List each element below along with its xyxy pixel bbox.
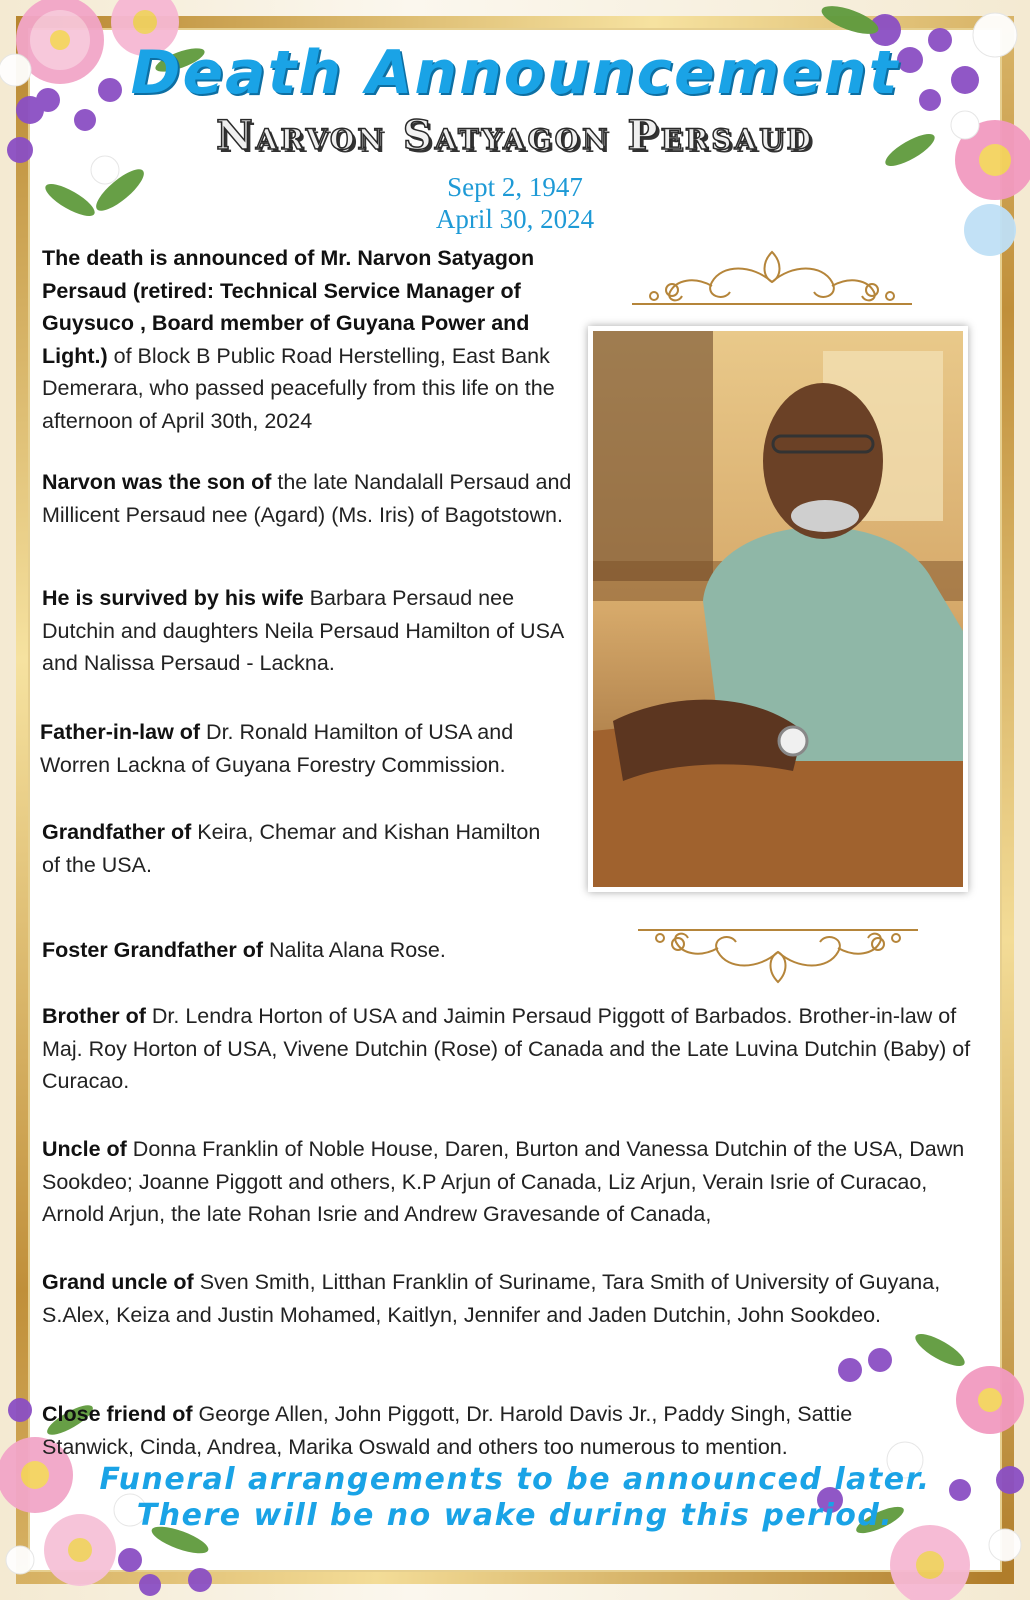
paragraph-lead: He is survived by his wife xyxy=(42,586,304,610)
paragraph-text: Dr. Lendra Horton of USA and Jaimin Persaud Piggott of Barbados. Brother-in-law of Maj. Roy Horton of USA, Vivene Dutchin (Rose) of Canada and the Late Luvina Dutchin (Baby) of Curacao. xyxy=(42,1004,971,1093)
bottom-ornament xyxy=(638,924,918,988)
paragraph-text: Sven Smith, Litthan Franklin of Suriname, Tara Smith of University of Guyana, S.Alex, Keiza and Justin Mohamed, Kaitlyn, Jennifer and Jaden Dutchin, John Sookdeo. xyxy=(42,1270,941,1327)
paragraph-uncle xyxy=(42,1133,972,1231)
death-date: April 30, 2024 xyxy=(435,204,595,234)
paragraph-text: Nalita Alana Rose. xyxy=(263,938,446,962)
paragraph-father-in-law xyxy=(40,716,570,781)
portrait-photo xyxy=(588,326,968,892)
paragraph-lead: Narvon was the son of xyxy=(42,470,272,494)
paragraph-text: Dr. Ronald Hamilton of USA and Worren Lackna of Guyana Forestry Commission. xyxy=(40,720,514,777)
paragraph-survived-by xyxy=(42,582,572,680)
paragraph-text: Keira, Chemar and Kishan Hamilton of the USA. xyxy=(42,820,541,877)
top-ornament xyxy=(632,246,912,310)
funeral-notice: Funeral arrangements to be announced later. xyxy=(99,1462,931,1497)
paragraph-text: Barbara Persaud nee Dutchin and daughters Neila Persaud Hamilton of USA and Nalissa Persaud - Lackna. xyxy=(42,586,564,675)
paragraph-announcement xyxy=(42,242,582,437)
paragraph-lead: Grand uncle of xyxy=(42,1270,194,1294)
paragraph-close-friend xyxy=(42,1398,922,1463)
paragraph-lead: Foster Grandfather of xyxy=(42,938,263,962)
paragraph-parents xyxy=(42,466,572,531)
announcement-title: Death Announcement xyxy=(130,38,900,108)
life-dates xyxy=(0,171,1030,235)
paragraph-text: the late Nandalall Persaud and Millicent Persaud nee (Agard) (Ms. Iris) of Bagotstown. xyxy=(42,470,572,527)
paragraph-lead: Brother of xyxy=(42,1004,146,1028)
paragraph-grand-uncle xyxy=(42,1266,952,1331)
paragraph-lead: Close friend of xyxy=(42,1402,193,1426)
paragraph-text: Donna Franklin of Noble House, Daren, Burton and Vanessa Dutchin of the USA, Dawn Sookdeo; Joanne Piggott and others, K.P Arjun of Canada, Liz Arjun, Verain Isrie of Curacao, Arnold Arjun, the late Rohan Isrie and Andrew Gravesande of Canada, xyxy=(42,1137,965,1226)
paragraph-lead: The death is announced of Mr. Narvon Satyagon Persaud (retired: Technical Service Manager of Guysuco , Board member of Guyana Power and Light.) xyxy=(42,246,535,368)
birth-date: Sept 2, 1947 xyxy=(447,172,583,202)
deceased-name: Narvon Satyagon Persaud xyxy=(216,112,814,159)
paragraph-foster-grandfather xyxy=(42,934,602,967)
paragraph-grandfather xyxy=(42,816,552,881)
paragraph-lead: Uncle of xyxy=(42,1137,127,1161)
paragraph-lead: Grandfather of xyxy=(42,820,192,844)
paragraph-text: of Block B Public Road Herstelling, East Bank Demerara, who passed peacefully from this life on the afternoon of April 30th, 2024 xyxy=(42,343,555,433)
paragraph-lead: Father-in-law of xyxy=(40,720,201,744)
paragraph-brother xyxy=(42,1000,972,1098)
wake-notice: There will be no wake during this period. xyxy=(136,1498,894,1533)
paragraph-text: George Allen, John Piggott, Dr. Harold Davis Jr., Paddy Singh, Sattie Stanwick, Cinda, Andrea, Marika Oswald and others too numerous to mention. xyxy=(42,1402,853,1459)
